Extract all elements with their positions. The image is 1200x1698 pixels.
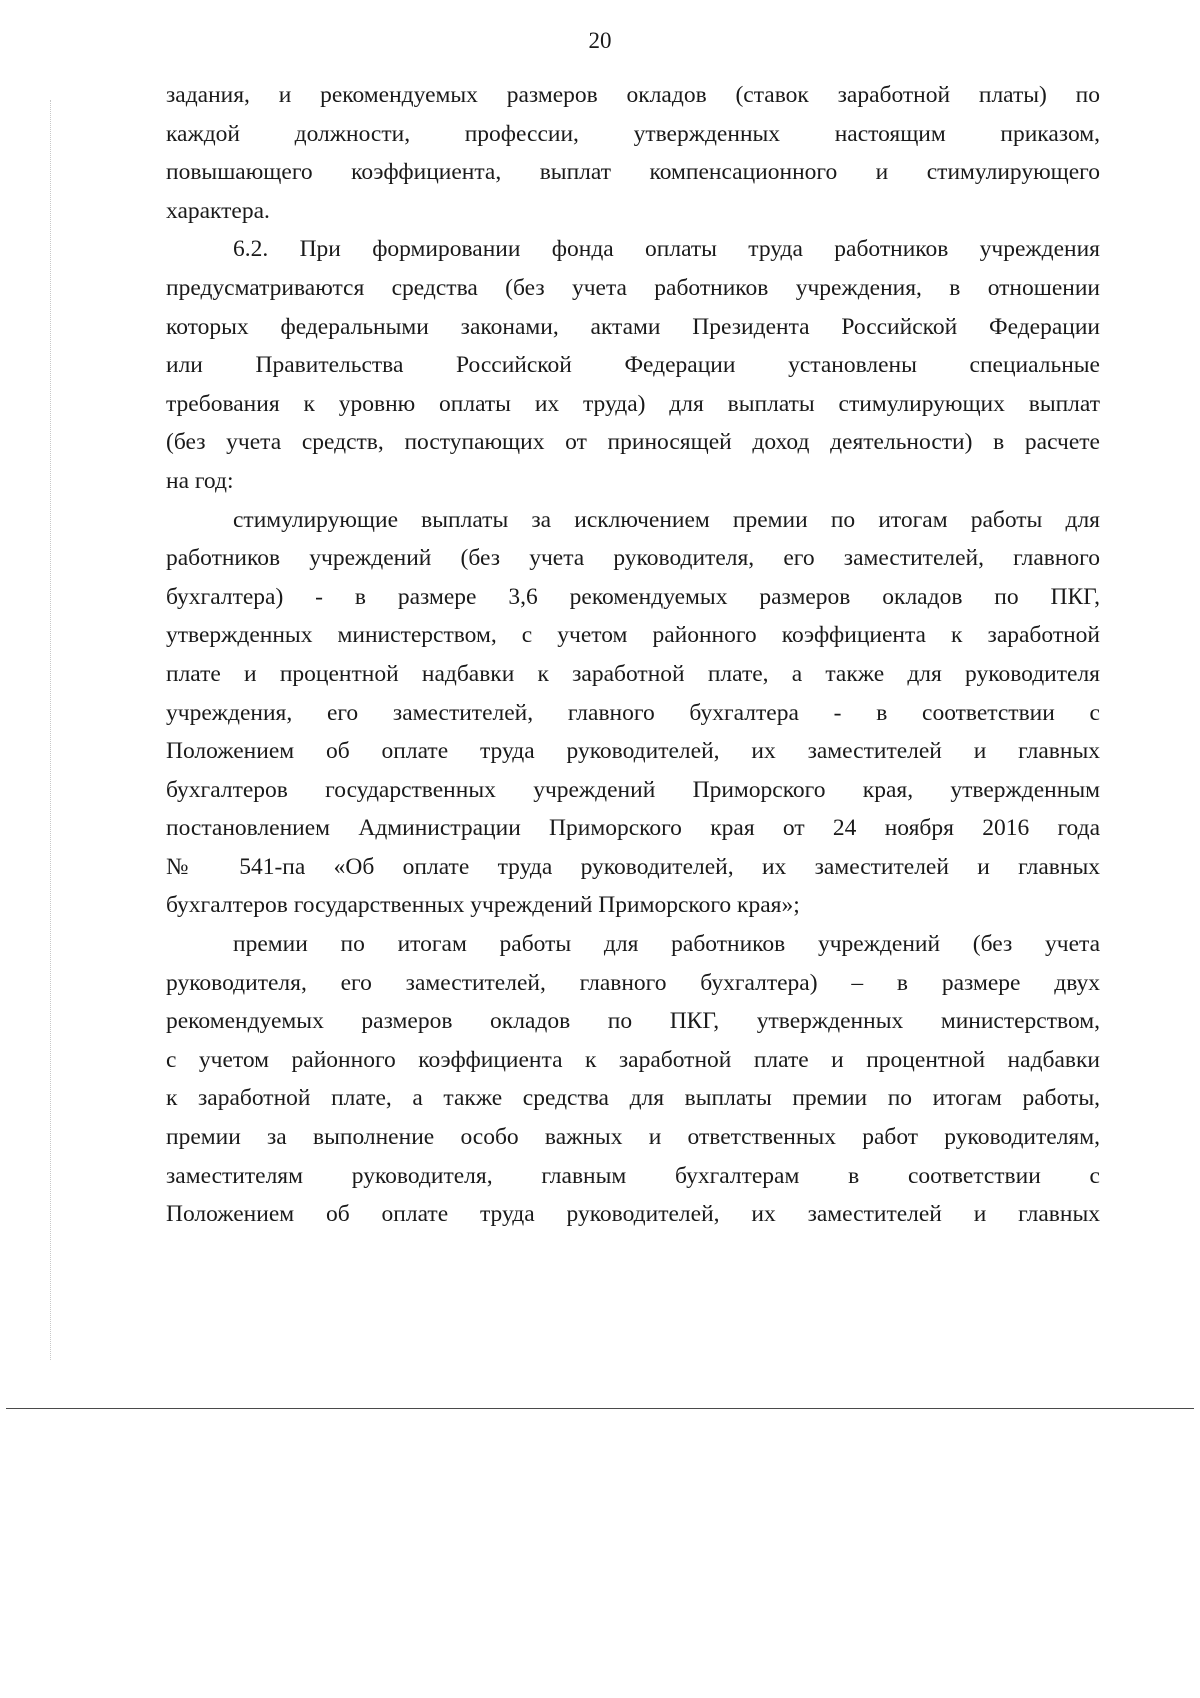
text-line: стимулирующие выплаты за исключением премии по итогам работы для	[233, 506, 1100, 533]
text-line: 6.2. При формировании фонда оплаты труда работников учреждения	[233, 236, 1100, 263]
text-line: № 541-па «Об оплате труда руководителей, их заместителей и главных	[166, 853, 1100, 880]
text-line: каждой должности, профессии, утвержденных настоящим приказом,	[166, 120, 1100, 147]
scan-edge-line	[50, 100, 51, 1360]
paragraph-stimulating-payments	[166, 501, 1100, 926]
text-line: задания, и рекомендуемых размеров окладов (ставок заработной платы) по	[166, 82, 1100, 108]
text-line: рекомендуемых размеров окладов по ПКГ, утвержденных министерством,	[166, 1008, 1100, 1035]
text-line: бухгалтеров государственных учреждений Приморского края, утвержденным	[166, 776, 1100, 803]
paragraph-6-2	[166, 230, 1100, 500]
text-line: с учетом районного коэффициента к заработной плате и процентной надбавки	[166, 1046, 1100, 1073]
text-line: требования к уровню оплаты их труда) для выплаты стимулирующих выплат	[166, 390, 1100, 417]
document-body	[166, 76, 1100, 1234]
text-line: (без учета средств, поступающих от приносящей доход деятельности) в расчете	[166, 429, 1100, 456]
page-number: 20	[588, 28, 612, 53]
text-line: или Правительства Российской Федерации установлены специальные	[166, 352, 1100, 379]
text-line: заместителям руководителя, главным бухгалтерам в соответствии с	[166, 1162, 1100, 1189]
text-line: на год:	[166, 467, 234, 494]
text-line: бухгалтера) - в размере 3,6 рекомендуемых размеров окладов по ПКГ,	[166, 583, 1100, 610]
text-line: утвержденных министерством, с учетом районного коэффициента к заработной	[166, 622, 1100, 649]
text-line: к заработной плате, а также средства для выплаты премии по итогам работы,	[166, 1085, 1100, 1112]
text-line: которых федеральными законами, актами Президента Российской Федерации	[166, 313, 1100, 340]
text-line: Положением об оплате труда руководителей, их заместителей и главных	[166, 1201, 1100, 1228]
page-bottom-rule	[6, 1408, 1194, 1409]
text-line: работников учреждений (без учета руководителя, его заместителей, главного	[166, 545, 1100, 572]
text-line: бухгалтеров государственных учреждений Приморского края»;	[166, 892, 800, 919]
text-line: постановлением Администрации Приморского края от 24 ноября 2016 года	[166, 815, 1100, 842]
text-line: Положением об оплате труда руководителей, их заместителей и главных	[166, 738, 1100, 765]
paragraph-bonuses	[166, 925, 1100, 1234]
text-line: премии по итогам работы для работников учреждений (без учета	[233, 931, 1100, 958]
text-line: руководителя, его заместителей, главного бухгалтера) – в размере двух	[166, 969, 1100, 996]
text-line: учреждения, его заместителей, главного бухгалтера - в соответствии с	[166, 699, 1100, 726]
text-line: характера.	[166, 197, 270, 224]
text-line: плате и процентной надбавки к заработной плате, а также для руководителя	[166, 660, 1100, 687]
text-line: предусматриваются средства (без учета работников учреждения, в отношении	[166, 274, 1100, 301]
text-line: повышающего коэффициента, выплат компенсационного и стимулирующего	[166, 159, 1100, 186]
paragraph-1	[166, 76, 1100, 230]
text-line: премии за выполнение особо важных и ответственных работ руководителям,	[166, 1124, 1100, 1151]
